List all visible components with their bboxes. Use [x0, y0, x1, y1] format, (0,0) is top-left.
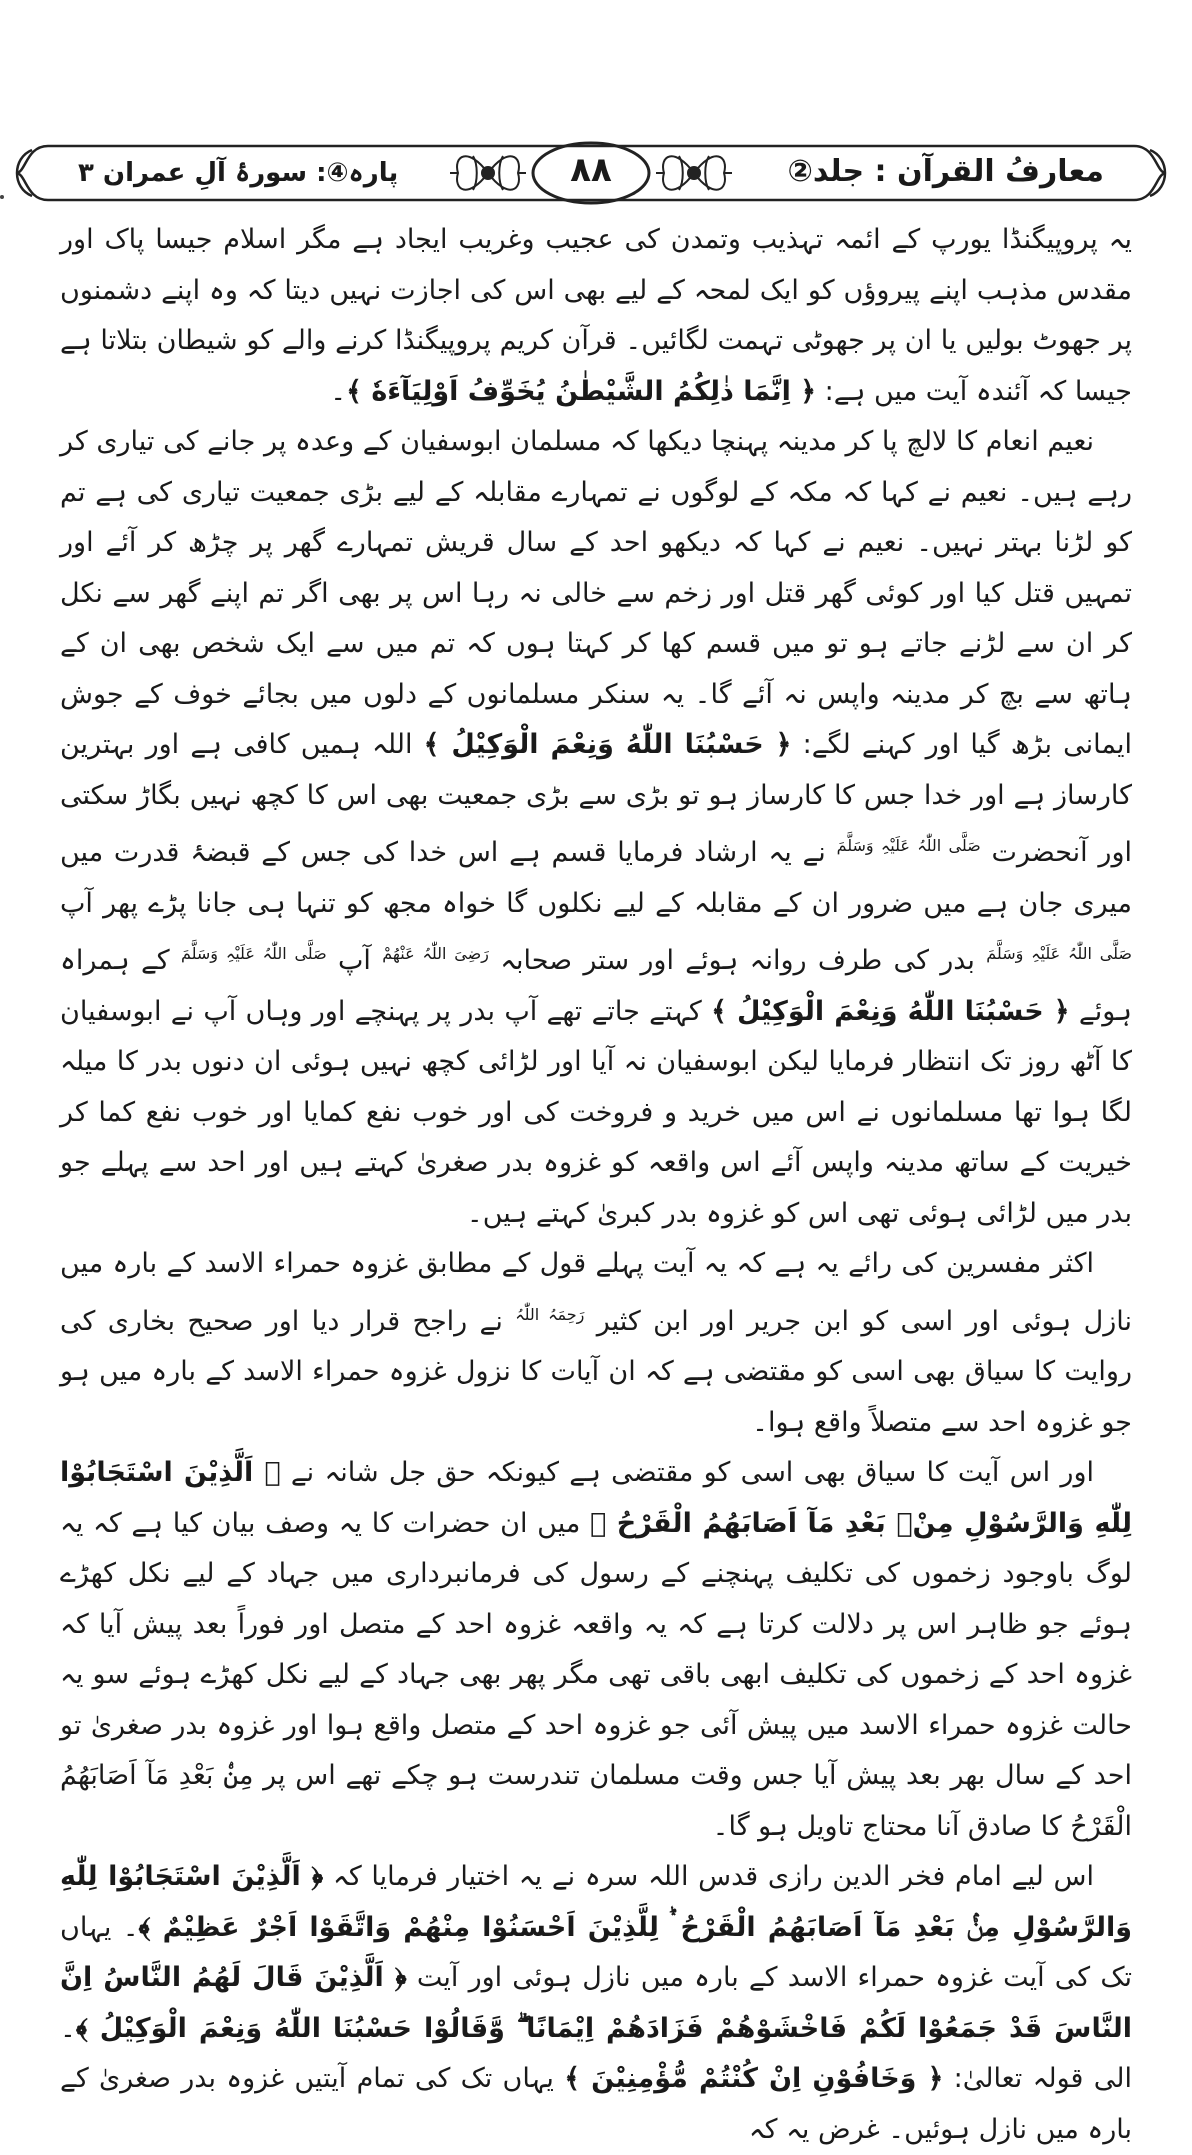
text-segment: اللہ ہمیں کافی ہے اور بہترین کارساز ہے اور خدا جس کا کارساز ہو تو بڑی سے بڑی جمعیت بھی اس کا کچھ نہیں بگاڑ سکتی اور آنحضرت [60, 729, 1132, 868]
text-segment: ۔ [330, 375, 347, 407]
paragraph-p2 [60, 417, 1132, 1239]
quran-verse: ﴿ حَسْبُنَا اللّٰهُ وَنِعْمَ الْوَكِیْلُ ﴾ [711, 995, 1070, 1027]
text-segment: نے راجح قرار دیا اور صحیح بخاری کی روایت کا سیاق بھی اسی کو مقتضی ہے کہ ان آیات کا نزول غزوہ حمراء الاسد کے بارہ میں ہو جو غزوہ احد سے متصلاً واقع ہوا۔ [60, 1305, 1132, 1438]
paragraph-p5 [60, 1852, 1132, 2155]
book-title: معارفُ القرآن : جلد② [787, 154, 1104, 189]
page-number: ۸۸ [570, 150, 612, 190]
paragraph-p3 [60, 1239, 1132, 1448]
text-segment: میں ان حضرات کا یہ وصف بیان کیا ہے کہ یہ لوگ باوجود زخموں کی تکلیف پہنچنے کے رسول کی فرمانبرداری میں جہاد کے لیے نکل کھڑے ہوئے جو ظاہر اس پر دلالت کرتا ہے کہ یہ واقعہ غزوہ احد کے متصل اور فوراً بعد پیش آیا کہ غزوہ احد کے زخموں کی تکلیف ابھی باقی تھی مگر پھر بھی جہاد کے لیے نکل کھڑے ہوئے سو یہ حالت غزوہ حمراء الاسد میں پیش آئی جو غزوہ احد کے متصل واقع ہوا اور غزوہ بدر صغریٰ تو احد کے سال بھر بعد پیش آیا جس وقت مسلمان تندرست ہو چکے تھے اس پر مِنْۢ بَعْدِ مَآ اَصَابَهُمُ الْقَرْحُ کا صادق آنا محتاج تاویل ہو گا۔ [60, 1507, 1132, 1842]
quran-verse: ﴿ اَلَّذِیْنَ اسْتَجَابُوْا لِلّٰهِ وَالرَّسُوْلِ مِنْۢ بَعْدِ مَآ اَصَابَهُمُ الْقَرْحُ ﴾ [60, 1457, 1132, 1539]
floral-ornament-icon [448, 136, 528, 210]
quran-verse: ﴿ اَلَّذِیْنَ قَالَ لَهُمُ النَّاسُ اِنَّ النَّاسَ قَدْ جَمَعُوْا لَكُمْ فَاخْشَوْهُمْ فَزَادَهُمْ اِیْمَانًا ۖۗ وَّقَالُوْا حَسْبُنَا اللّٰهُ وَنِعْمَ الْوَكِیْلُ ﴾ [60, 1962, 1132, 2044]
text-segment: نعیم انعام کا لالچ پا کر مدینہ پہنچا دیکھا کہ مسلمان ابوسفیان کے وعدہ پر جانے کی تیاری کر رہے ہیں۔ نعیم نے کہا کہ مکہ کے لوگوں نے تمہارے مقابلہ کے لیے بڑی جمعیت تیاری کی ہے تم کو لڑنا بہتر نہیں۔ نعیم نے کہا کہ دیکھو احد کے سال قریش تمہارے گھر پر چڑھ کر آئے اور تمہیں قتل کیا اور کوئی گھر قتل اور زخم سے خالی نہ رہا اس پر بھی اگر تم اپنے گھر سے نکل کر ان سے لڑنے جاتے ہو تو میں قسم کھا کر کہتا ہوں کہ تم میں سے ایک شخص بھی ان کے ہاتھ سے بچ کر مدینہ واپس نہ آئے گا۔ یہ سنکر مسلمانوں کے دلوں میں بجائے خوف کے جوش ایمانی بڑھ گیا اور کہنے لگے: [60, 426, 1132, 760]
honorific: صَلَّی اللّٰہُ عَلَیْہِ وَسَلَّمَ [836, 836, 981, 855]
quran-verse: ﴿ اَلَّذِیْنَ اسْتَجَابُوْا لِلّٰهِ وَالرَّسُوْلِ مِنْۢ بَعْدِ مَآ اَصَابَهُمُ الْقَرْحُ ۛؕ لِلَّذِیْنَ اَحْسَنُوْا مِنْهُمْ وَاتَّقَوْا اَجْرٌ عَظِیْمٌ ﴾ [60, 1861, 1133, 1943]
honorific: رَضِیَ اللّٰہُ عَنْهُمْ [382, 944, 489, 963]
text-segment: اس لیے امام فخر الدین رازی قدس اللہ سرہ نے یہ اختیار فرمایا کہ [323, 1861, 1094, 1892]
honorific: صَلَّی اللّٰہُ عَلَیْہِ وَسَلَّمَ [180, 944, 327, 963]
text-segment: اکثر مفسرین کی رائے یہ ہے کہ یہ آیت پہلے قول کے مطابق غزوہ حمراء الاسد کے بارہ میں نازل ہوئی اور اسی کو ابن جریر اور ابن کثیر [60, 1248, 1132, 1337]
text-segment: اور اس آیت کا سیاق بھی اسی کو مقتضی ہے کیونکہ حق جل شانہ نے [280, 1457, 1094, 1488]
text-segment: ۔ یہاں تک کی آیت غزوہ حمراء الاسد کے بارہ میں نازل ہوئی اور آیت [60, 1911, 1132, 1993]
text-segment: ۔ الی قولہ تعالیٰ: [60, 2012, 1132, 2094]
honorific: صَلَّی اللّٰہُ عَلَیْہِ وَسَلَّمَ [986, 944, 1133, 963]
text-segment: کہتے جاتے تھے آپ بدر پر پہنچے اور وہاں آپ نے ابوسفیان کا آٹھ روز تک انتظار فرمایا لیکن ابوسفیان نہ آیا اور لڑائی کچھ نہیں ہوئی ان دنوں بدر کا میلہ لگا ہوا تھا مسلمانوں نے اس میں خرید و فروخت کی اور خوب نفع کمایا اور خوب نفع کما کر خیریت کے ساتھ مدینہ واپس آئے اس واقعہ کو غزوہ بدر صغریٰ کہتے ہیں اور احد سے پہلے جو بدر میں لڑائی ہوئی تھی اس کو غزوہ بدر کبریٰ کہتے ہیں۔ [60, 995, 1132, 1229]
text-segment: آپ [326, 945, 383, 976]
page-header [8, 128, 1174, 218]
quran-verse: ﴿ وَخَافُوْنِ اِنْ كُنْتُمْ مُّؤْمِنِیْنَ ﴾ [564, 2063, 944, 2094]
paragraph-p1 [60, 215, 1132, 417]
text-segment: نے یہ ارشاد فرمایا قسم ہے اس خدا کی جس کے قبضۂ قدرت میں میری جان ہے میں ضرور ان کے مقابلہ کے لیے نکلوں گا خواہ مجھ کو تنہا ہی جانا پڑے پھر آپ [60, 837, 1132, 919]
paragraph-p4 [60, 1448, 1132, 1852]
quran-verse: ﴿ اِنَّمَا ذٰلِكُمُ الشَّیْطٰنُ یُخَوِّفُ اَوْلِیَآءَهٗ ﴾ [346, 375, 817, 407]
text-segment: کے ہمراہ ہوئے [60, 945, 1132, 1027]
honorific: رَحِمَہُ اللّٰہُ [515, 1304, 585, 1324]
scan-mark [0, 195, 4, 199]
body-text [60, 215, 1132, 2155]
text-segment: بدر کی طرف روانہ ہوئے اور ستر صحابہ [488, 945, 987, 976]
quran-verse: ﴿ حَسْبُنَا اللّٰهُ وَنِعْمَ الْوَكِیْلُ ﴾ [423, 729, 792, 760]
text-segment: یہاں تک کی تمام آیتیں غزوہ بدر صغریٰ کے بارہ میں نازل ہوئیں۔ غرض یہ کہ [60, 2063, 1132, 2145]
section-label: پارہ④: سورۂ آلِ عمران ۳ [78, 158, 399, 188]
floral-ornament-icon [654, 136, 734, 210]
text-segment: یہ پروپیگنڈا یورپ کے ائمہ تہذیب وتمدن کی عجیب وغریب ایجاد ہے مگر اسلام جیسا پاک اور مقدس مذہب اپنے پیروؤں کو ایک لمحہ کے لیے بھی اس کی اجازت نہیں دیتا کہ وہ اپنے دشمنوں پر جھوٹ بولیں یا ان پر جھوٹی تہمت لگائیں۔ قرآن کریم پروپیگنڈا کرنے والے کو شیطان بتلاتا ہے جیسا کہ آئندہ آیت میں ہے: [60, 224, 1132, 407]
